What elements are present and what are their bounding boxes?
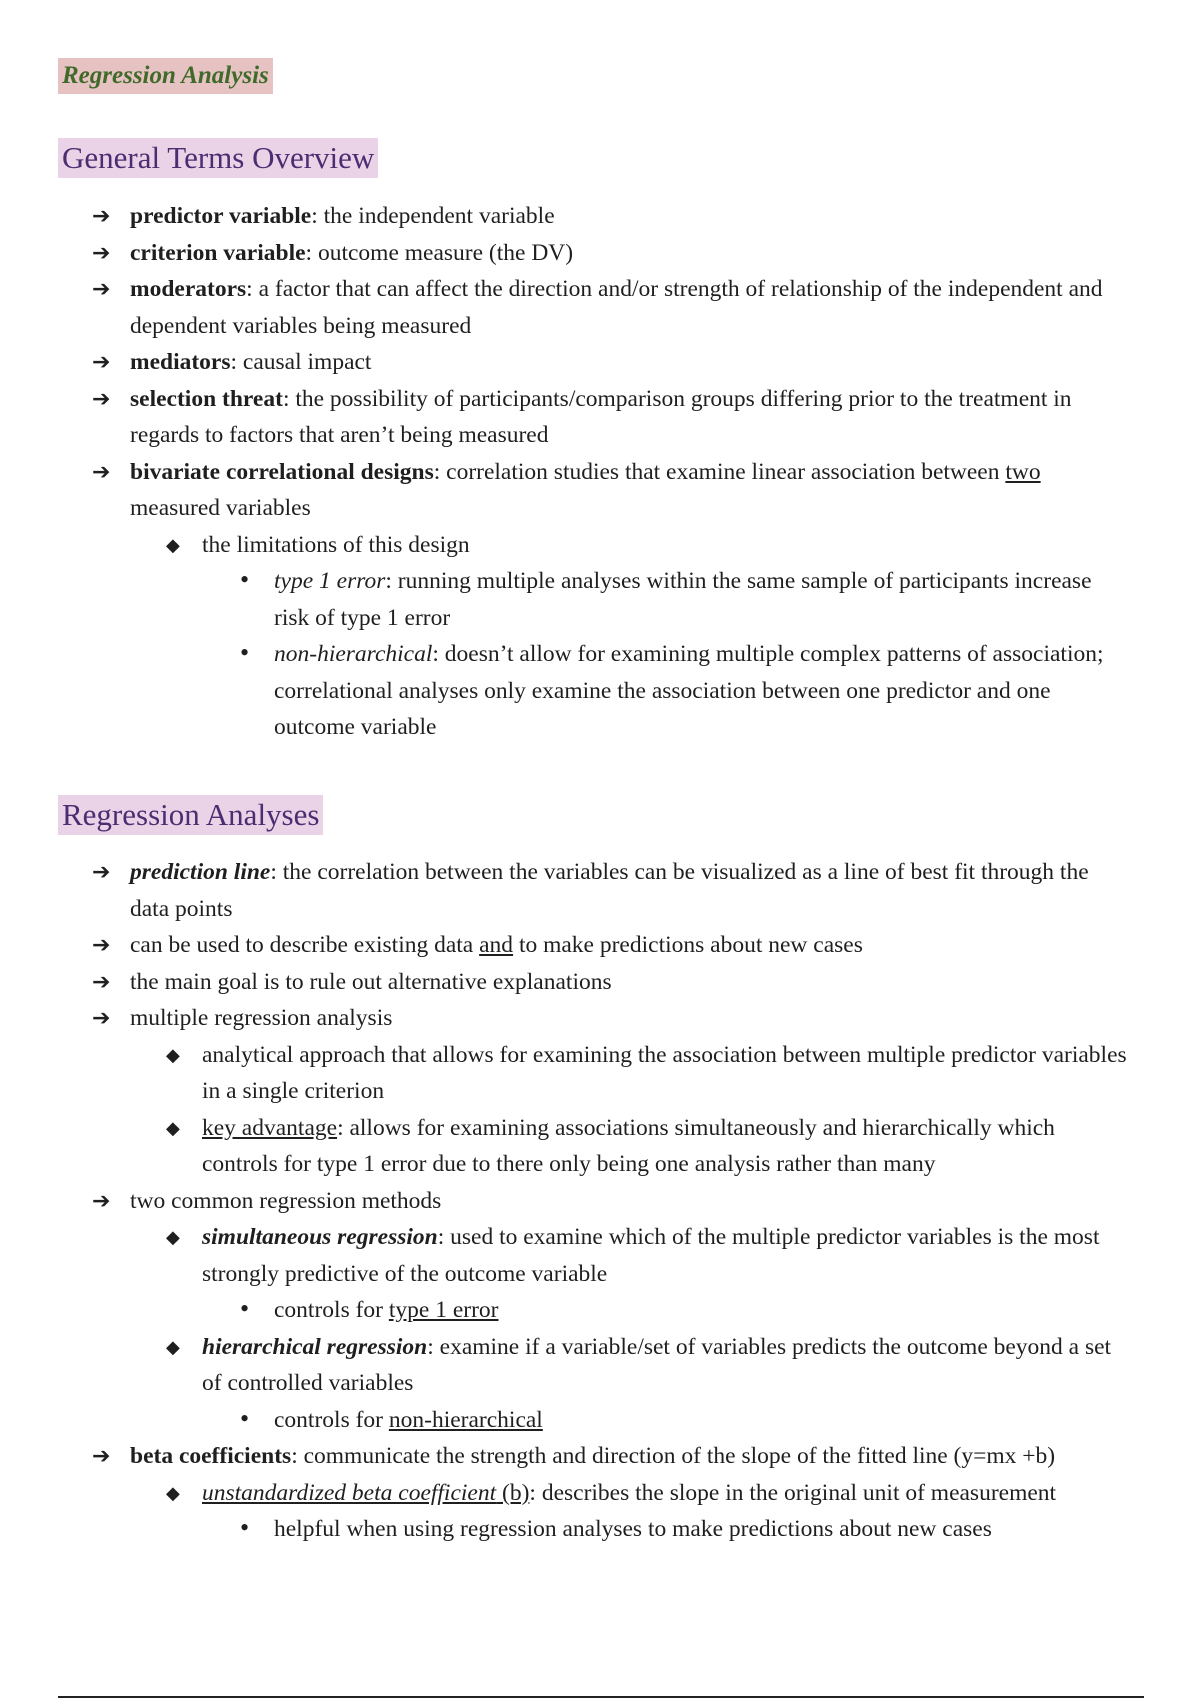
term: moderators bbox=[130, 276, 247, 302]
definition: : outcome measure (the DV) bbox=[305, 239, 574, 266]
list-item bbox=[92, 381, 1132, 454]
item-text-end: to make predictions about new cases bbox=[513, 932, 863, 958]
document-title: Regression Analysis bbox=[58, 58, 273, 94]
item-text: the main goal is to rule out alternative explanations bbox=[130, 968, 612, 995]
item-text: controls for bbox=[274, 1406, 389, 1433]
list-item bbox=[92, 344, 1132, 381]
definition: : causal impact bbox=[230, 349, 372, 375]
definition: : the correlation between the variables can be visualized as a line of best fit through the data points bbox=[130, 859, 1089, 922]
section-heading-general-terms: General Terms Overview bbox=[58, 138, 378, 178]
dot-bullet-icon: • bbox=[240, 638, 250, 667]
definition: : running multiple analyses within the same sample of participants increase risk of type 1 error bbox=[274, 568, 1092, 631]
general-terms-list bbox=[92, 198, 1132, 746]
list-item bbox=[92, 235, 1132, 272]
list-item bbox=[92, 1183, 1132, 1220]
arrow-bullet-icon: ➔ bbox=[92, 1443, 111, 1468]
arrow-bullet-icon: ➔ bbox=[92, 458, 111, 484]
list-item bbox=[92, 1037, 1132, 1110]
definition: : the possibility of participants/comparison groups differing prior to the treatment in regards to factors that aren’t being measured bbox=[130, 385, 1072, 448]
term: predictor variable bbox=[130, 203, 312, 229]
term: prediction line bbox=[130, 859, 271, 885]
arrow-bullet-icon: ➔ bbox=[92, 932, 111, 957]
term: non-hierarchical bbox=[274, 641, 433, 667]
list-item bbox=[92, 1475, 1132, 1512]
list-item bbox=[92, 198, 1132, 235]
arrow-bullet-icon: ➔ bbox=[92, 1187, 111, 1213]
definition: : doesn’t allow for examining multiple complex patterns of association; correlational analyses only examine the association between one predictor and one outcome variable bbox=[274, 641, 1104, 740]
dot-bullet-icon: • bbox=[240, 1513, 250, 1542]
diamond-bullet-icon: ◆ bbox=[166, 1044, 180, 1065]
arrow-bullet-icon: ➔ bbox=[92, 859, 111, 884]
list-item bbox=[92, 927, 1132, 964]
item-text: multiple regression analysis bbox=[130, 1005, 393, 1031]
definition: : allows for examining associations simultaneously and hierarchically which controls for type 1 error due to there only being one analysis rather than many bbox=[202, 1114, 1055, 1177]
arrow-bullet-icon: ➔ bbox=[92, 239, 111, 265]
list-item bbox=[92, 271, 1132, 344]
item-text: helpful when using regression analyses to make predictions about new cases bbox=[274, 1516, 992, 1542]
arrow-bullet-icon: ➔ bbox=[92, 1005, 111, 1030]
diamond-bullet-icon: ◆ bbox=[166, 1482, 180, 1503]
dot-bullet-icon: • bbox=[240, 1294, 250, 1323]
diamond-bullet-icon: ◆ bbox=[166, 534, 180, 555]
item-text: analytical approach that allows for examining the association between multiple predictor variables in a single criterion bbox=[202, 1041, 1127, 1104]
diamond-bullet-icon: ◆ bbox=[166, 1336, 180, 1357]
item-text: controls for bbox=[274, 1297, 389, 1323]
term: unstandardized beta coefficient bbox=[202, 1479, 497, 1506]
definition: : describes the slope in the original unit of measurement bbox=[529, 1479, 1057, 1506]
list-item bbox=[92, 1511, 1132, 1548]
underlined-word: type 1 error bbox=[388, 1297, 499, 1323]
list-item bbox=[92, 636, 1132, 746]
term: criterion variable bbox=[130, 239, 306, 266]
arrow-bullet-icon: ➔ bbox=[92, 349, 111, 374]
definition: : communicate the strength and direction of the slope of the fitted line (y=mx +b) bbox=[291, 1443, 1056, 1469]
term: beta coefficients bbox=[130, 1443, 292, 1469]
term: mediators bbox=[130, 349, 231, 375]
term-symbol: (b) bbox=[496, 1479, 530, 1506]
list-item bbox=[92, 854, 1132, 927]
definition: : correlation studies that examine linear association between bbox=[433, 458, 1006, 485]
definition-end: measured variables bbox=[130, 495, 311, 521]
diamond-bullet-icon: ◆ bbox=[166, 1227, 180, 1247]
list-item bbox=[92, 1219, 1132, 1292]
list-item bbox=[92, 1438, 1132, 1475]
item-text: two common regression methods bbox=[130, 1187, 442, 1214]
term: hierarchical regression bbox=[202, 1333, 428, 1360]
item-text: can be used to describe existing data bbox=[130, 932, 480, 958]
definition: : a factor that can affect the direction and/or strength of relationship of the independent and dependent variables being measured bbox=[130, 276, 1103, 339]
list-item bbox=[92, 964, 1132, 1001]
term: selection threat bbox=[130, 385, 283, 412]
dot-bullet-icon: • bbox=[240, 1403, 250, 1433]
term: bivariate correlational designs bbox=[130, 458, 434, 485]
arrow-bullet-icon: ➔ bbox=[92, 968, 111, 994]
bottom-divider bbox=[58, 1696, 1144, 1698]
regression-analyses-list bbox=[92, 854, 1132, 1548]
definition: : used to examine which of the multiple predictor variables is the most strongly predictive of the outcome variable bbox=[202, 1224, 1100, 1287]
underlined-word: and bbox=[479, 932, 514, 958]
list-item bbox=[92, 563, 1132, 636]
list-item bbox=[92, 1292, 1132, 1329]
list-item bbox=[92, 1110, 1132, 1183]
list-item bbox=[92, 1402, 1132, 1439]
dot-bullet-icon: • bbox=[240, 565, 250, 594]
list-item bbox=[92, 1329, 1132, 1402]
definition: : the independent variable bbox=[311, 203, 555, 229]
list-item bbox=[92, 454, 1132, 527]
list-item bbox=[92, 1000, 1132, 1037]
arrow-bullet-icon: ➔ bbox=[92, 385, 111, 411]
section-heading-regression-analyses: Regression Analyses bbox=[58, 795, 323, 835]
definition: : examine if a variable/set of variables predicts the outcome beyond a set of controlled variables bbox=[202, 1333, 1112, 1396]
list-item bbox=[92, 527, 1132, 564]
term: type 1 error bbox=[274, 568, 386, 594]
term: simultaneous regression bbox=[202, 1224, 438, 1250]
term: key advantage bbox=[202, 1114, 338, 1141]
arrow-bullet-icon: ➔ bbox=[92, 276, 111, 301]
underlined-word: two bbox=[1005, 458, 1041, 485]
arrow-bullet-icon: ➔ bbox=[92, 203, 111, 228]
item-text: the limitations of this design bbox=[202, 531, 470, 558]
underlined-word: non-hierarchical bbox=[388, 1406, 543, 1433]
diamond-bullet-icon: ◆ bbox=[166, 1117, 180, 1138]
